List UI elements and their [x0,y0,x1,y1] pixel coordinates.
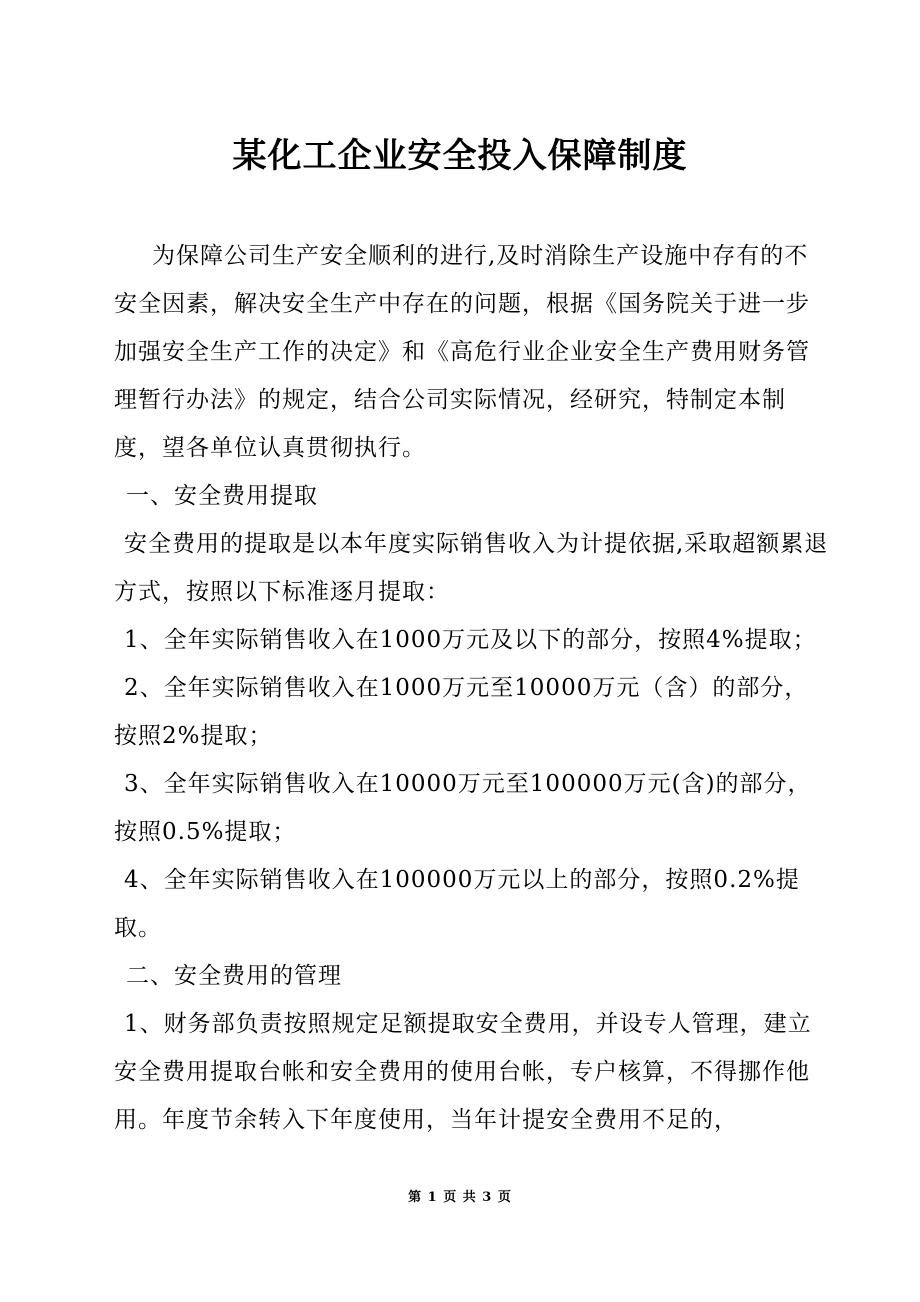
page-number: 第 1 页 共 3 页 [408,1190,512,1205]
list-item-2: 2、全年实际销售收入在1000万元至10000万元（含）的部分，按照2%提取； [114,675,809,749]
intro-paragraph: 为保障公司生产安全顺利的进行,及时消除生产设施中存有的不安全因素，解决安全生产中存在的问题，根据《国务院关于进一步加强安全生产工作的决定》和《高危行业企业安全生产费用财务管理暂行办法》的规定，结合公司实际情况，经研究，特制定本制度，望各单位认真贯彻执行。 [114,243,810,461]
section-heading-2: 二、安全费用的管理 [126,963,342,989]
list-item-1: 1、全年实际销售收入在1000万元及以下的部分，按照4%提取； [124,627,817,653]
document-body [114,232,829,1144]
section-1-paragraph: 安全费用的提取是以本年度实际销售收入为计提依据,采取超额累退方式，按照以下标准逐月提取： [114,531,829,605]
document-title: 某化工企业安全投入保障制度 [232,136,688,176]
section-heading-1: 一、安全费用提取 [126,483,318,509]
section-2-paragraph: 1、财务部负责按照规定足额提取安全费用，并设专人管理，建立安全费用提取台帐和安全费用的使用台帐，专户核算，不得挪作他用。年度节余转入下年度使用，当年计提安全费用不足的， [114,1011,812,1133]
list-item-4: 4、全年实际销售收入在100000万元以上的部分，按照0.2%提取。 [114,867,800,941]
list-item-3: 3、全年实际销售收入在10000万元至100000万元(含)的部分，按照0.5%提取； [114,771,812,845]
